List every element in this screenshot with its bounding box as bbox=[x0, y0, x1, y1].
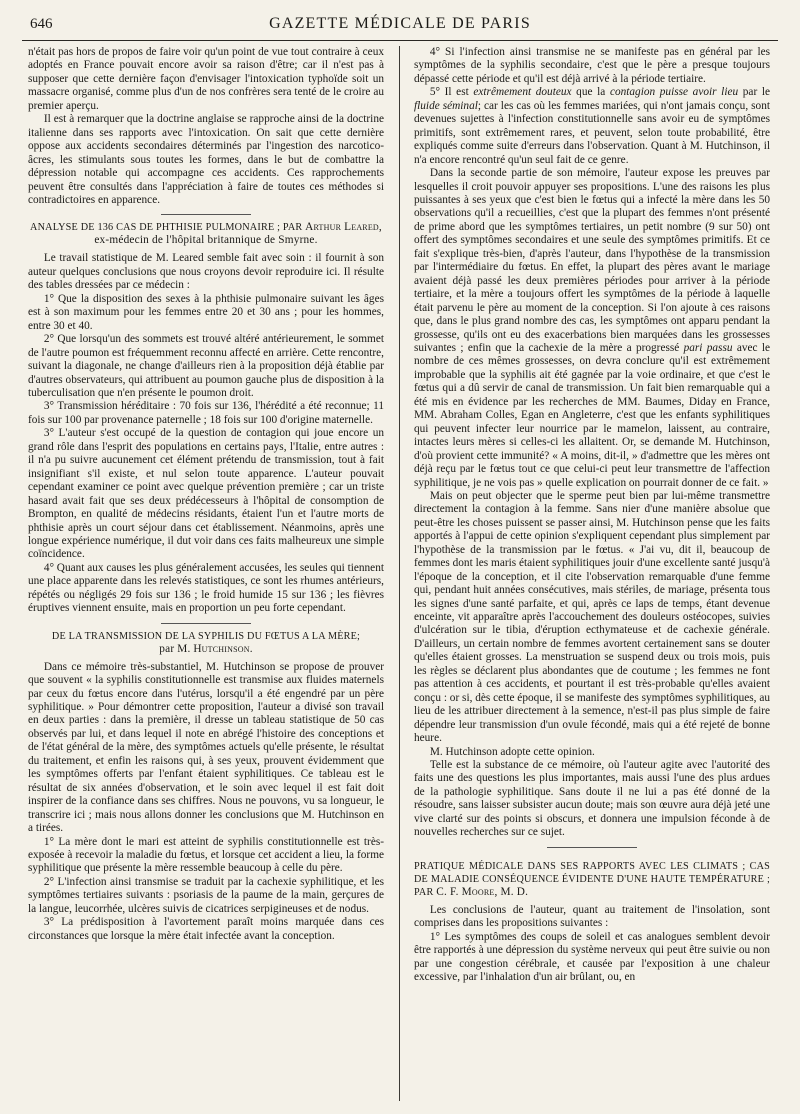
page-header bbox=[22, 14, 778, 41]
paragraph: M. Hutchinson adopte cette opinion. bbox=[429, 745, 595, 758]
heading-author-prefix: par M. bbox=[159, 642, 191, 655]
heading-title: PRATIQUE MÉDICALE DANS SES RAPPORTS AVEC LES CLIMATS ; CAS DE MALADIE CONSÉQUENCE ÉVIDENTE D'UNE HAUTE TEMPÉRATURE ; PAR bbox=[414, 860, 770, 898]
emphasis: fluide séminal bbox=[414, 99, 478, 112]
heading-subtitle: , ex-médecin de l'hôpital britannique de Smyrne. bbox=[94, 221, 382, 247]
paragraph: 2° L'infection ainsi transmise se traduit par la cachexie syphilitique, et les symptômes tertiaires suivants : psoriasis de la paume de la main, gerçures de la langue, leucorrhée, ulcères suivis de cicatrices serpigineuses et de nodus. bbox=[28, 875, 384, 915]
paragraph: 3° L'auteur s'est occupé de la question de contagion qui joue encore un grand rôle dans l'esprit des populations en certains pays, l'Italie, entre autres : il n'a pu suivre aucunement cet élément prétendu de transmission, tout à fait insignifiant s'il existe, et nul selon toute apparence. L'auteur pouvait cependant examiner ce point avec quelque prévention première ; car un triste hasard avait fait que ses deux prédécesseurs à l'hôpital de consomption de Brompton, en qualité de médecins résidants, étaient l'un et l'autre morts de phthisie après un court séjour dans cet établissement. Néanmoins, après une longue expérience numérique, il dut voir dans ces faits malheureux une simple coïncidence. bbox=[28, 427, 384, 561]
running-title: GAZETTE MÉDICALE DE PARIS bbox=[269, 15, 531, 32]
heading-author: C. F. Moore, M. D. bbox=[436, 885, 529, 898]
left-column bbox=[28, 46, 384, 1106]
emphasis: contagion puisse avoir lieu bbox=[609, 86, 739, 99]
section-divider bbox=[161, 623, 251, 624]
heading-author: Hutchinson. bbox=[193, 642, 253, 655]
emphasis: pari passu bbox=[683, 341, 733, 354]
paragraph: Telle est la substance de ce mémoire, où l'auteur agite avec l'autorité des faits une des questions les plus importantes, mais aussi l'une des plus ardues de la pathologie syphilitique. Sans doute il ne lui a pas été donné de la résoudre, sans laisser subsister aucun doute; mais son œuvre aura déjà jeté une vive clarté sur des points si obscurs, et donnera une impulsion féconde à de nouvelles recherches sur ce sujet. bbox=[414, 759, 770, 839]
heading-title: DE LA TRANSMISSION DE LA SYPHILIS DU FŒTUS A LA MÈRE; bbox=[51, 630, 361, 642]
section-divider bbox=[547, 847, 637, 848]
paragraph: Dans ce mémoire très-substantiel, M. Hutchinson se propose de prouver que souvent « la syphilis constitutionnelle est transmise aux fluides maternels par ceux du fœtus encore dans l'utérus, lorsqu'il a été engendré par un père syphilitique. » Pour démontrer cette proposition, l'auteur a divisé son travail en deux parties : dans la première, il dresse un tableau statistique de 50 cas observés par lui, et dans lequel il note en abrégé l'histoire des conceptions et de l'état général de la mère, des symptômes actuels qu'elle présente, le résultat du traitement, et enfin les raisons qui, à ses yeux, prouvent évidemment que les symptômes offerts par l'enfant étaient syphilitiques. Ce tableau est le résultat de six années d'observation, et le soin avec lequel il est fait doit inspirer de la confiance dans ses chiffres. Nous ne pouvons, vu sa longueur, le transcrire ici ; mais nous allons donner les conclusions que M. Hutchinson en a tirées. bbox=[28, 660, 384, 835]
paragraph: 1° Que la disposition des sexes à la phthisie pulmonaire suivant les âges est à son maximum pour les femmes entre 20 et 30 ans ; pour les hommes, entre 30 et 40. bbox=[28, 292, 384, 332]
paragraph: 5° Il est extrêmement douteux que la contagion puisse avoir lieu par le fluide séminal; car les cas où les femmes mariées, qui n'ont jamais conçu, sont devenues sujettes à l'infection constitutionnelle sans avoir eu de symptômes primitifs, sont extrêmement rares, et peuvent, selon toute probabilité, être expliqués comme suite d'erreurs dans l'observation. Quant à M. Hutchinson, il n'a encore rencontré qu'un seul fait de ce genre. bbox=[414, 86, 770, 166]
paragraph: 1° La mère dont le mari est atteint de syphilis constitutionnelle est très-exposée à recevoir la maladie du fœtus, et lorsque cet accident a lieu, la forme syphilitique que présente la mère ressemble beaucoup à celle du père. bbox=[28, 835, 384, 875]
section-heading-hutchinson bbox=[28, 630, 384, 656]
paragraph: Il est à remarquer que la doctrine anglaise se rapproche ainsi de la doctrine italienne dans ses rapports avec l'intoxication. On sait que cette dernière oppose aux accidents secondaires déterminés par l'ingestion des narcotico-âcres, les stimulants sous toutes les formes, dans le but de combattre la dépression notable qui accompagne ces accidents. Ces rapprochements peuvent être consultés dans l'appréciation à faire de toutes ces méthodes si contradictoires en apparence. bbox=[28, 113, 384, 206]
heading-author: Arthur Leared bbox=[305, 221, 379, 234]
paragraph: 4° Quant aux causes les plus généralement accusées, les seules qui tiennent une place apparente dans les relevés statistiques, ce sont les rhumes antérieurs, répétés ou négligés 29 fois sur 136 ; le froid humide 15 sur 136 ; les fièvres éruptives viennent ensuite, mais en proportion un peu forte cependant. bbox=[28, 561, 384, 615]
paragraph: 3° La prédisposition à l'avortement paraît moins marquée dans ces circonstances que lorsque la mère était infectée avant la conception. bbox=[28, 916, 384, 942]
section-heading-leared bbox=[28, 221, 384, 247]
section-divider bbox=[161, 214, 251, 215]
column-rule bbox=[399, 46, 400, 1101]
page-number: 646 bbox=[30, 16, 53, 32]
section-heading-moore bbox=[414, 860, 770, 899]
heading-title: ANALYSE DE 136 CAS DE PHTHISIE PULMONAIRE ; PAR bbox=[30, 222, 303, 234]
paragraph: 1° Les symptômes des coups de soleil et cas analogues semblent devoir être rapportés à une dépression du système nerveux qui peut être suivie ou non par une congestion cérébrale, et causée par l'exposition à une chaleur excessive, par l'inhalation d'un air brûlant, ou, en bbox=[414, 930, 770, 983]
paragraph: Les conclusions de l'auteur, quant au traitement de l'insolation, sont comprises dans les propositions suivantes : bbox=[414, 903, 770, 930]
paragraph: 3° Transmission héréditaire : 70 fois sur 136, l'hérédité a été reconnue; 11 fois sur 100 par provenance paternelle ; 18 fois sur 100 d'origine maternelle. bbox=[28, 400, 384, 426]
paragraph: Dans la seconde partie de son mémoire, l'auteur expose les preuves par lesquelles il croit pouvoir appuyer ses propositions. L'une des raisons les plus puissantes à ses yeux que c'est bien le fœtus qui a infecté la mère dans les 50 observations qu'il a recueillies, c'est que la plupart des femmes n'ont présenté de prime abord que les symptômes tertiaires, un petit nombre (9 sur 50) ont offert des symptômes secondaires et une seule des symptômes primitifs. Et ce fait s'explique très-bien, d'après l'auteur, dans l'hypothèse de la transmission par l'intermédiaire du fœtus. En effet, la plupart des pères avant le mariage avaient déjà passé les deux premières périodes pour arriver à la période tertiaire, et la mère a toujours offert les symptômes de la période à laquelle était parvenu le père au moment de la conception. Si l'on ajoute à ces raisons que, dans le plus grand nombre des cas, les symptômes ont apparu pendant la grossesse, qu'ils ont eu des exacerbations bien marquées dans les grossesses suivantes ; enfin que la cachexie de la mère a progressé pari passu avec le nombre de ces mêmes grossesses, on devra conclure qu'il est extrêmement improbable que la syphilis ait été gagnée par la voie ordinaire, et que c'est le fœtus qui a dû servir de canal de transmission. Un fait bien remarquable qui a été mis en évidence par les recherches de MM. Baumes, Diday en France, MM. Abraham Colles, Egan en Angleterre, c'est que les enfants syphilitiques qui peuvent infecter leur nourrice par le mamelon, laissent, au contraire, intactes leurs mères si celles-ci les allaitent. Or, se demande M. Hutchinson, d'où provient cette immunité? « A moins, dit-il, » d'admettre que les mères ont déjà reçu par le fœtus tout ce que celui-ci peut leur transmettre de l'affection syphilitique, je ne vois pas » quelle explication on pourrait donner de ce fait. » bbox=[414, 167, 770, 489]
paragraph: Le travail statistique de M. Leared semble fait avec soin : il fournit à son auteur quelques conclusions que nous croyons devoir reproduire ici. Il résulte des tables dressées par ce médecin : bbox=[28, 252, 384, 292]
right-column bbox=[414, 46, 770, 1106]
paragraph: 2° Que lorsqu'un des sommets est trouvé altéré antérieurement, le sommet de l'autre poumon est fréquemment reconnu affecté en arrière. Cette rencontre, suivant la diagonale, ne change d'ailleurs rien à la proposition déjà établie par d'autres observateurs, qui attribuent au poumon gauche plus de disposition à la tuberculisation que n'en présente le poumon droit. bbox=[28, 333, 384, 399]
paragraph: n'était pas hors de propos de faire voir qu'un point de vue tout contraire à ceux adoptés en France pouvait encore avoir sa raison d'être; car il n'est pas à supposer que cette dernière façon d'envisager l'intoxication typhoïde soit un massacre organisé, comme plus d'un de nos confrères sera tenté de le croire au premier aperçu. bbox=[28, 46, 384, 112]
paragraph: Mais on peut objecter que le sperme peut bien par lui-même transmettre directement la contagion à la femme. Sans nier d'une manière absolue que peut-être les choses puissent se passer ainsi, M. Hutchinson pense que les faits apportés à l'appui de cette opinion s'expliquent cependant plus simplement par l'hypothèse de la transmission par le fœtus. « J'ai vu, dit il, beaucoup de femmes dont les maris étaient syphilitiques jouir d'une excellente santé jusqu'à l'époque de la conception, et il cite l'observation remarquable d'une femme qui, pendant huit années consécutives, mais stériles, de mariage, présenta tous les signes d'une santé parfaite, et qui, après ce laps de temps, étant devenue enceinte, vit apparaître après l'accouchement des douleurs ostéocopes, suivies d'ulcération sur le tibia, d'éruption ecthymateuse et de cachexie générale. D'ailleurs, un certain nombre de femmes avortent certainement sans se douter qu'elles étaient grosses. La menstruation se suspend deux ou trois mois, puis les règles se déclarent plus abondantes que de coutume ; les femmes ne font pas attention à ces accidents, et pourtant il est très-probable qu'elles avaient conçu : or si, dès cette époque, il se manifeste des symptômes syphilitiques, au lieu de les attribuer directement à la semence, n'est-il pas plus simple de faire dépendre leur transmission d'un ovule fécondé, mais qui a été rejeté de bonne heure. bbox=[414, 489, 770, 745]
emphasis: extrêmement douteux bbox=[473, 86, 572, 99]
paragraph: 4° Si l'infection ainsi transmise ne se manifeste pas en général par les symptômes de la syphilis secondaire, c'est que le père a presque toujours dépassé cette période et qu'il est déjà arrivé à la période tertiaire. bbox=[414, 46, 770, 85]
